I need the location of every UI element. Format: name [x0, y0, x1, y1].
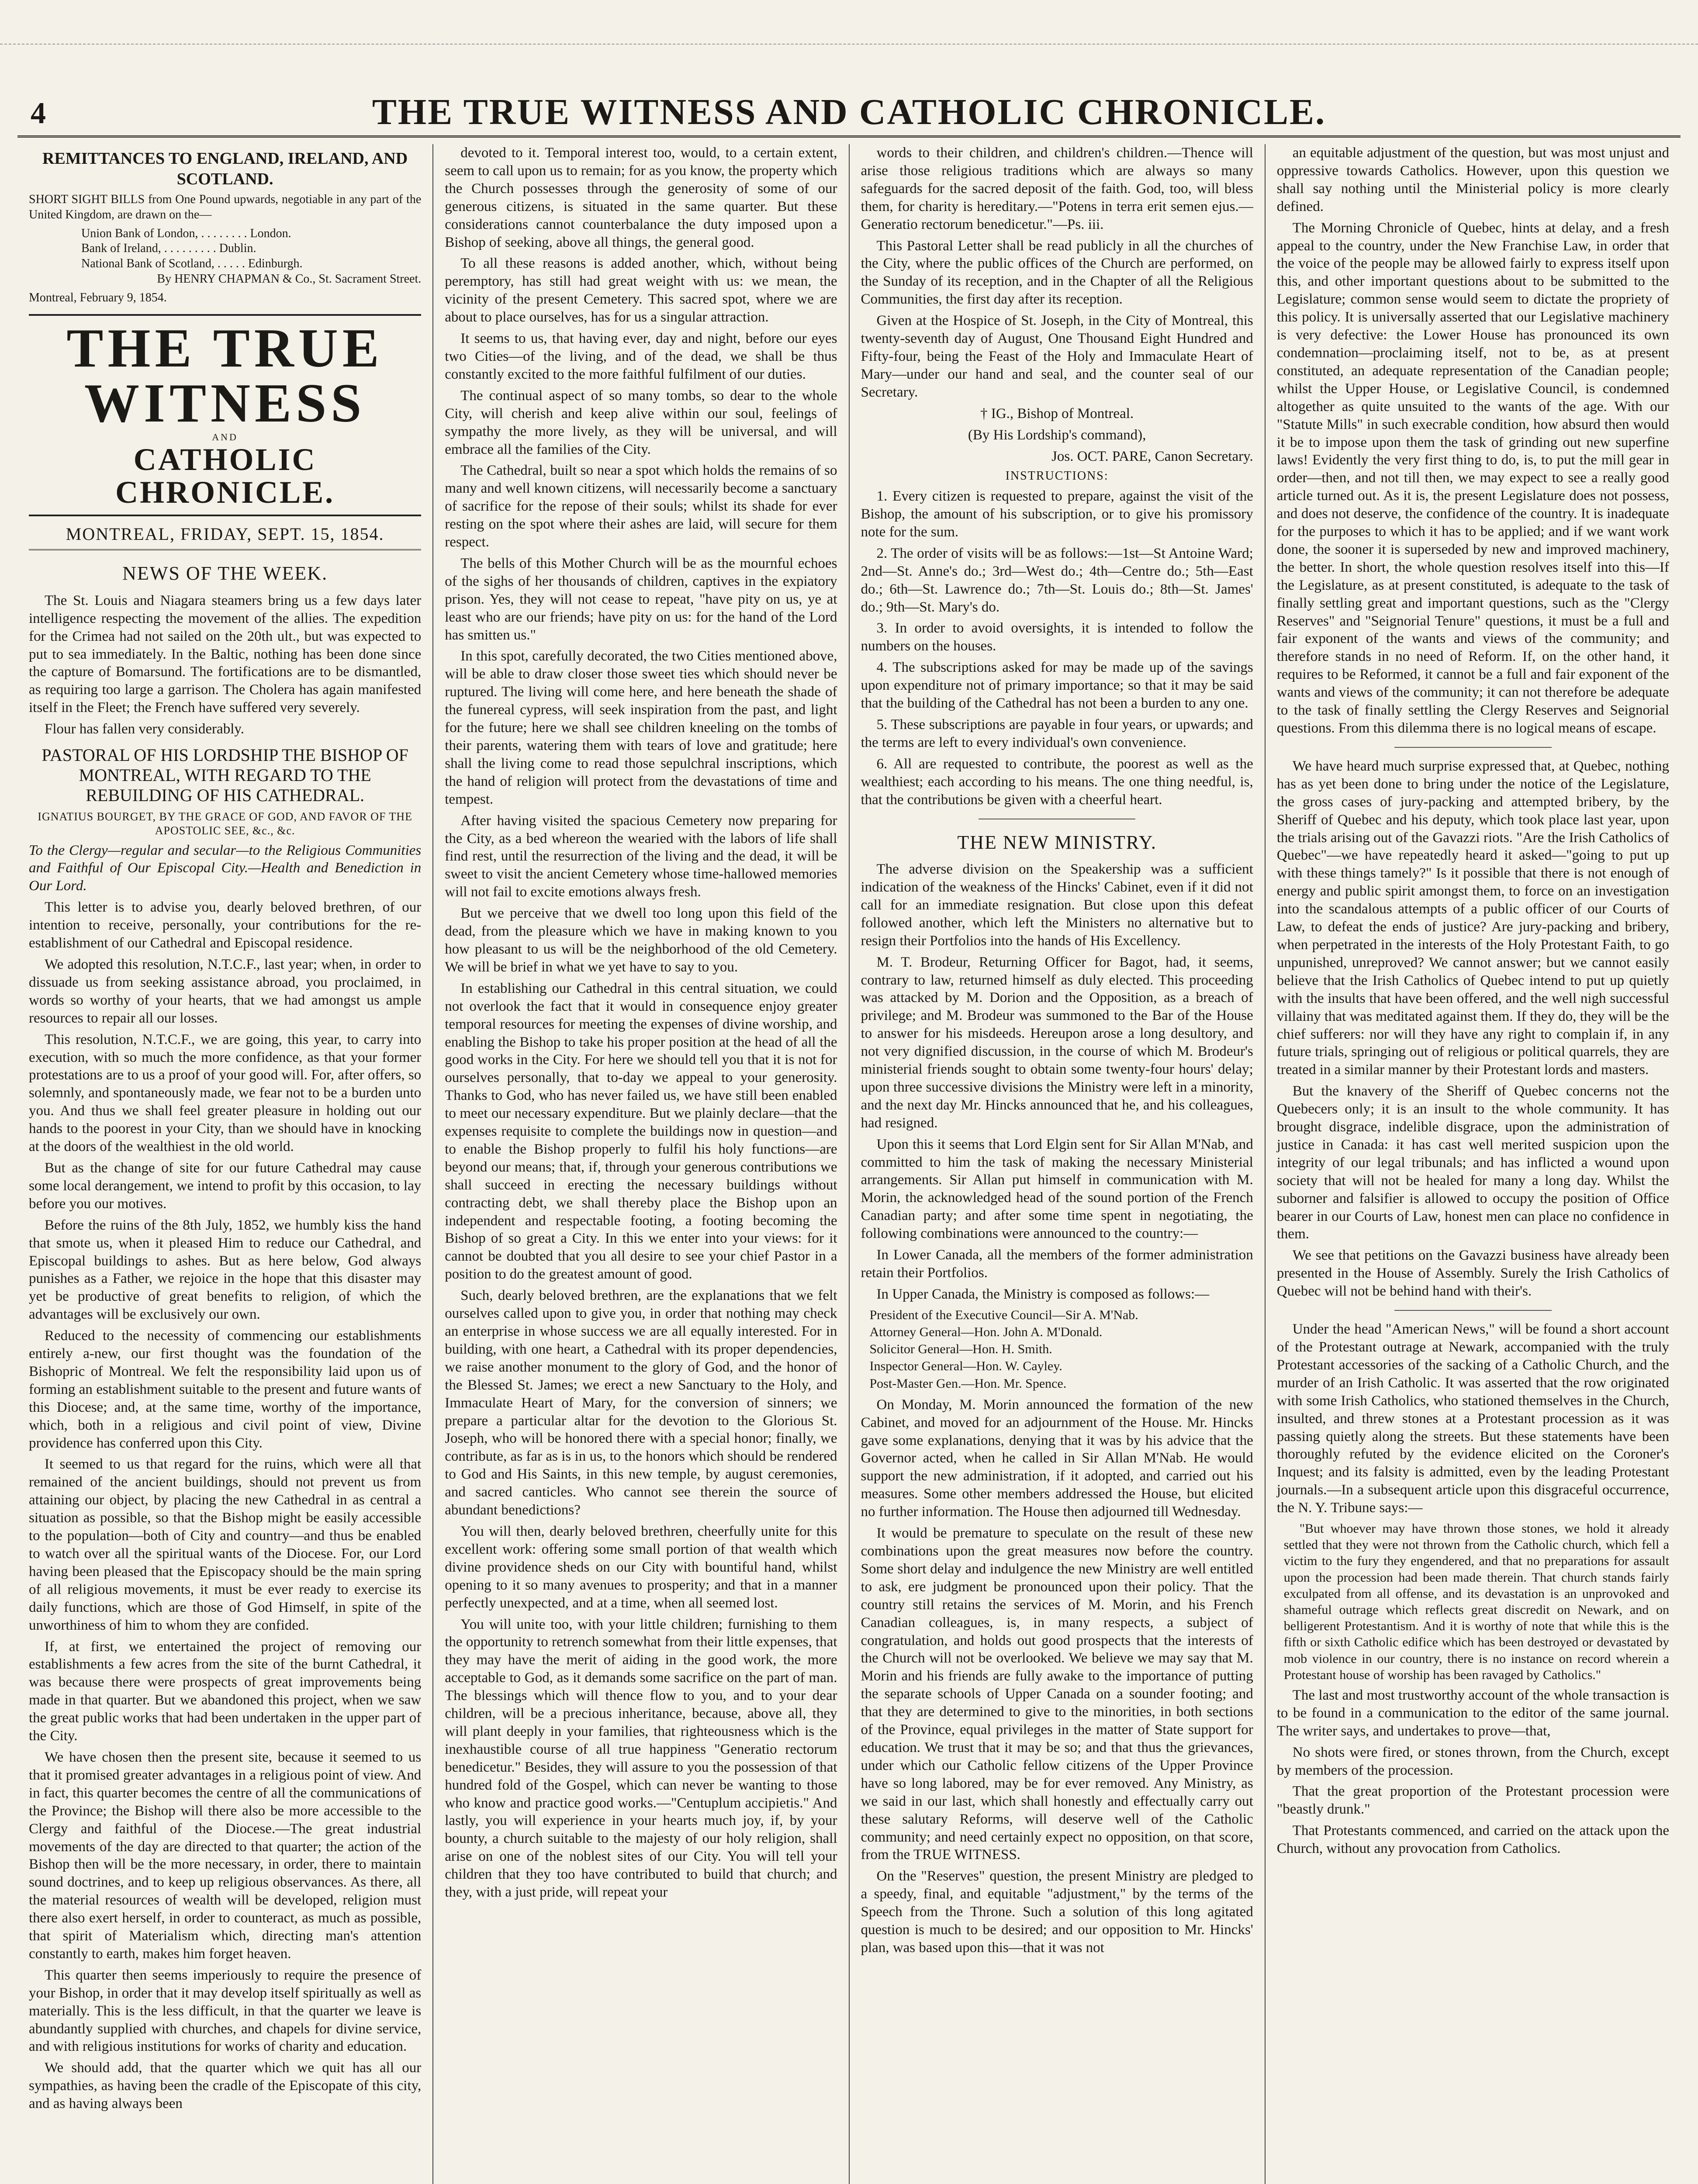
news-heading: NEWS OF THE WEEK. [122, 563, 328, 584]
pastoral-address: To the Clergy—regular and secular—to the Religious Communities and Faithful of Our Episcopal City.—Health and Benediction in Our Lord. [29, 842, 422, 894]
editorial-paragraph: But the knavery of the Sheriff of Quebec concerns not the Quebecers only; it is an insult to the whole community. It has brought disgrace, indelible disgrace, upon the administration of justice in Canada: it has cast well merited suspicion upon the integrity of our legal tribunals; and has inflicted a wound upon society that will not be healed for many a long day. Whilst the suborner and falsifier is allowed to occupy the position of Office bearer in our Courts of Law, honest men can place no confidence in them. [1276, 1083, 1669, 1242]
page-edge-rule [0, 44, 1698, 45]
pastoral-paragraph: You will then, dearly beloved brethren, cheerfully unite for this excellent work: offering some small portion of that wealth which divine providence sheds on our City with bountiful hand, whilst opening to it so many avenues to prosperity; and that in a manner perfectly unexpected, and at a time, when all seemed lost. [445, 1523, 837, 1611]
editorial-paragraph: an equitable adjustment of the question, but was most unjust and oppressive towards Catholics. However, upon this question we shall say nothing until the Ministerial policy is more clearly defined. [1276, 145, 1669, 214]
ministry-list-item: Post-Master Gen.—Hon. Mr. Spence. [869, 1376, 1067, 1391]
dateline: MONTREAL, FRIDAY, SEPT. 15, 1854. [29, 521, 421, 551]
ministry-list-item: Solicitor General—Hon. H. Smith. [869, 1342, 1052, 1357]
pastoral-paragraph: Before the ruins of the 8th July, 1852, we humbly kiss the hand that smote us, when it pleased Him to reduce our Cathedral, and Episcopal buildings to ashes. But as here below, God always punishes as a Father, we rejoice in the hope that this disaster may yet be productive of great benefits to religion, of which the advantages will be exclusively our own. [29, 1217, 422, 1323]
editorial-paragraph: We have heard much surprise expressed that, at Quebec, nothing has as yet been done to bring under the notice of the Legislature, the gross cases of jury-packing and attempted bribery, by the Sheriff of Quebec and his deputy, which took place last year, upon the trials arising out of the Gavazzi riots. "Are the Irish Catholics of Quebec"—we have repeatedly heard it asked—"going to put up with these things tamely?" Is it possible that there is not enough of energy and public spirit amongst them, to force on an investigation into the scandalous attempts of a public officer of our Courts of Law, to defeat the ends of justice? Are jury-packing and bribery, when perpetrated in the interests of the Holy Protestant Faith, to go unpunished, unreproved? We cannot answer; but we cannot easily believe that the Irish Catholics of Quebec intend to put up quietly with the insults that have been offered, and the well nigh successful villainy that was meditated against them. If they do, they will be the chief sufferers: nor will they have any right to complain if, in any future trials, springing out of religious or political quarrels, they are treated in a similar manner by their Protestant lords and masters. [1276, 758, 1669, 1078]
pastoral-paragraph: words to their children, and children's children.—Thence will arise those religious traditions which are always so many safeguards for the sacred deposit of the faith. God, too, will bless them, for charity is hereditary.—"Potens in terra erit semen ejus.—Generatio rectorum benedicetur."—Ps. iii. [861, 145, 1253, 232]
column-4 [1266, 144, 1681, 2184]
section-divider [1394, 747, 1551, 748]
ministry-list [870, 1307, 1253, 1392]
page-number: 4 [31, 97, 46, 130]
pastoral-paragraph: The continual aspect of so many tombs, so dear to the whole City, will cherish and keep alive within our soul, feelings of sympathy the more lively, as they will be universal, and will embrace all the families of the City. [445, 387, 837, 457]
pastoral-paragraph: This quarter then seems imperiously to require the presence of your Bishop, in order that it may develop itself spiritually as well as materially. This is the less difficult, in that the quarter we leave is abundantly supplied with churches, and chapels for divine service, and with religious institutions for works of charity and education. [29, 1967, 422, 2055]
news-paragraph: Flour has fallen very considerably. [45, 721, 244, 737]
ministry-list-item: Inspector General—Hon. W. Cayley. [869, 1359, 1062, 1374]
instruction-item: 5. These subscriptions are payable in four years, or upwards; and the terms are left to every individual's own convenience. [861, 717, 1253, 750]
masthead-subtitle: CATHOLIC CHRONICLE. [115, 442, 335, 510]
ministry-heading: THE NEW MINISTRY. [957, 831, 1157, 853]
ministry-paragraph: On Monday, M. Morin announced the formation of the new Cabinet, and moved for an adjournment of the House. Mr. Hincks gave some explanations, denying that it was by his advice that the Governor acted, when he called in Sir Allan M'Nab. He would support the new administration, if it adopted, and carried out his measures. Some other members addressed the House, but elicited no further information. The House then adjourned till Wednesday. [861, 1396, 1253, 1520]
remittances-heading: REMITTANCES TO ENGLAND, IRELAND, AND SCOTLAND. [42, 149, 408, 189]
pastoral-paragraph: devoted to it. Temporal interest too, would, to a certain extent, seem to call upon us to remain; for as you know, the property which the Church possesses through the generosity of some of our generous citizens, is situated in the same quarter. But these considerations cannot counterbalance the duty imposed upon a Bishop of seeking, above all things, the general good. [445, 145, 837, 250]
ministry-paragraph: It would be premature to speculate on the result of these new combinations upon the great measures now before the country. Some short delay and indulgence the new Ministry are well entitled to ask, ere judgment be pronounced upon their policy. That the country still retains the services of M. Morin, and his French Canadian colleagues, is, in many respects, a subject of congratulation, and holds out good prospects that the interests of the Church will not be overlooked. We believe we may say that M. Morin and his friends are fully awake to the importance of putting the separate schools of Upper Canada on a sounder footing; and that they are determined to give to the minorities, in both sections of the Province, equal privileges in the matter of State support for education. We trust that it may be so; and that thus the grievances, under which our Catholic fellow citizens of the Upper Province have so long labored, may be for ever removed. Any Ministry, as we said in our last, which shall honestly and effectually carry out these salutary Reforms, will deserve well of the Catholic community; and need certainly expect no opposition, on that score, from the TRUE WITNESS. [861, 1525, 1253, 1863]
bank-item: Bank of Ireland, . . . . . . . . . Dublin. [81, 242, 256, 256]
editorial-paragraph: The last and most trustworthy account of the whole transaction is to be found in a communication to the editor of the same journal. The writer says, and undertakes to prove—that, [1276, 1687, 1669, 1739]
pastoral-paragraph: After having visited the spacious Cemetery now preparing for the City, as a bed whereon the wearied with the labors of life shall find rest, until the resurrection of the living and the dead, it will be sweet to visit the ancient Cemetery whose time-hallowed memories will not fail to excite emotions always fresh. [445, 812, 837, 900]
pastoral-signature: † IG., Bishop of Montreal. [980, 405, 1134, 422]
remittances-intro: SHORT SIGHT BILLS from One Pound upwards, negotiable in any part of the United Kingdom, are drawn on the— [29, 193, 422, 221]
pastoral-paragraph: It seems to us, that having ever, day and night, before our eyes two Cities—of the living, and of the dead, we shall be thus constantly excited to the more faithful fulfilment of our duties. [445, 331, 837, 382]
columns [17, 144, 1681, 2184]
running-title: THE TRUE WITNESS AND CATHOLIC CHRONICLE. [372, 92, 1326, 132]
pastoral-paragraph: It seemed to us that regard for the ruins, which were all that remained of the ancient buildings, should not prevent us from attaining our object, by placing the new Cathedral in as central a situation as possible, so that the Bishop might be easily accessible to the population—both of City and country—and thus be enabled to watch over all the spiritual wants of the Diocese. For, our Lord having been pleased that the Episcopacy should be the main spring of all religious movements, it must be ever ready to exercise its daily functions, which are those of God Himself, in spite of the unworthiness of him to whom they are confided. [29, 1456, 422, 1633]
section-divider [1394, 1310, 1551, 1311]
news-paragraph: The St. Louis and Niagara steamers bring us a few days later intelligence respecting the movement of the allies. The expedition for the Crimea had not sailed on the 20th ult., but was expected to put to sea immediately. In the Baltic, nothing has been done since the capture of Bomarsund. The fortifications are to be dismantled, as requiring too large a garrison. The Cholera has again manifested itself in the Fleet; the French have suffered very severely. [29, 592, 422, 716]
remittances-by: By HENRY CHAPMAN & Co., St. Sacrament Street. [157, 272, 422, 286]
pastoral-paragraph: This letter is to advise you, dearly beloved brethren, of our intention to receive, personally, your contributions for the re-establishment of our Cathedral and Episcopal residence. [29, 899, 422, 951]
pastoral-command: (By His Lordship's command), [968, 427, 1146, 443]
column-2 [433, 144, 849, 2184]
ministry-list-item: Attorney General—Hon. John A. M'Donald. [869, 1325, 1103, 1340]
instruction-item: 3. In order to avoid oversights, it is intended to follow the numbers on the houses. [861, 620, 1253, 654]
editorial-paragraph: Under the head "American News," will be found a short account of the Protestant outrage at Newark, accompanied with the truly Protestant accessories of the sacking of a Catholic Church, and the murder of an Irish Catholic. It was asserted that the row originated with some Irish Catholics, who stationed themselves in the Church, insulted, and threw stones at a Protestant procession as it was passing quietly along the streets. But these statements have been thoroughly refuted by the evidence elicited on the Coroner's Inquest; and its falsity is admitted, even by the leading Protestant journals.—In a subsequent article upon this disgraceful occurrence, the N. Y. Tribune says:— [1276, 1321, 1669, 1516]
editorial-paragraph: We see that petitions on the Gavazzi business have already been presented in the House of Assembly. Surely the Irish Catholics of Quebec will not be behind hand with their's. [1276, 1248, 1669, 1299]
column-1 [17, 144, 433, 2184]
ministry-paragraph: Upon this it seems that Lord Elgin sent for Sir Allan M'Nab, and committed to him the task of making the necessary Ministerial arrangements. Sir Allan put himself in communication with M. Morin, the acknowledged head of the sound portion of the French Canadian party; and after some time spent in negotiating, the following combinations were announced to the country:— [861, 1136, 1253, 1242]
column-3 [850, 144, 1266, 2184]
pastoral-byline: IGNATIUS BOURGET, BY THE GRACE OF GOD, AND FAVOR OF THE APOSTOLIC SEE, &c., &c. [38, 810, 412, 837]
pastoral-paragraph: But we perceive that we dwell too long upon this field of the dead, from the pleasure which we have in making known to you how pleasant to us will be the neighborhood of the old Cemetery. We will be brief in what we yet have to say to you. [445, 905, 837, 975]
pastoral-paragraph: The bells of this Mother Church will be as the mournful echoes of the sighs of her thousands of children, captives in the expiatory prison. Yes, they will not cease to repeat, "have pity on us, ye at least who are our friends; have pity on us: for the hand of the Lord has smitten us." [445, 555, 837, 643]
instruction-item: 6. All are requested to contribute, the poorest as well as the wealthiest; each according to his means. The one thing needful, is, that the contributions be given with a cheerful heart. [861, 756, 1253, 808]
pastoral-paragraph: To all these reasons is added another, which, without being peremptory, has still had great weight with us: we mean, the vicinity of the present Cemetery. This sacred spot, where we are about to place ourselves, has for us a singular attraction. [445, 256, 837, 325]
pastoral-paragraph: Given at the Hospice of St. Joseph, in the City of Montreal, this twenty-seventh day of August, One Thousand Eight Hundred and Fifty-four, being the Feast of the Holy and Immaculate Heart of Mary—under our hand and seal, and the counter seal of our Secretary. [861, 313, 1253, 400]
ministry-paragraph: In Lower Canada, all the members of the former administration retain their Portfolios. [861, 1247, 1253, 1281]
pastoral-paragraph: The Cathedral, built so near a spot which holds the remains of so many and well known citizens, will necessarily become a sanctuary of sacrifice for the repose of their souls; whilst its shade for ever resting on the spot where their ashes are laid, will secure for them respect. [445, 463, 837, 550]
bank-item: National Bank of Scotland, . . . . . Edinburgh. [81, 257, 303, 271]
pastoral-paragraph: But as the change of site for our future Cathedral may cause some local derangement, we intend to profit by this occasion, to lay before you our motives. [29, 1160, 422, 1212]
pastoral-paragraph: You will unite too, with your little children; furnishing to them the opportunity to retrench somewhat from their little expenses, that they may have the merit of aiding in the good work, the more acceptable to God, as it demands some sacrifice on the part of man. The blessings which will thence flow to you, and to your dear children, will be a precious inheritance, because, above all, they will plant deeply in your families, that righteousness which is the inexhaustible course of all true happiness "Generatio rectorum benedicetur." Besides, they will assure to you the possession of that hundred fold of the Gospel, which can never be wanting to those who know and practice good works.—"Centuplum accipietis." And lastly, you will experience in your hearts much joy, if, by your bounty, a church suitable to the majesty of our holy religion, shall arise on one of the noblest sites of our City. You will tell your children that they too have contributed to build that church; and they, with a just pride, will repeat your [445, 1616, 837, 1901]
editorial-paragraph: That Protestants commenced, and carried on the attack upon the Church, without any provocation from Catholics. [1276, 1823, 1669, 1857]
quoted-passage: "But whoever may have thrown those stones, we hold it already settled that they were not thrown from the Catholic church, which fell a victim to the fury they engendered, and that no preparations for assault upon the procession had been made therein. That church stands fairly exculpated from all offense, and its devastation is an unprovoked and shameful outrage which reflects great discredit on Newark, and on belligerent Protestantism. And it is worthy of note that while this is the fifth or sixth Catholic edifice which has been destroyed or devastated by mob violence in our country, there is no instance on record wherein a Protestant house of worship has been ravaged by Catholics." [1283, 1521, 1669, 1682]
instruction-item: 1. Every citizen is requested to prepare, against the visit of the Bishop, the amount of his subscription, or to give his promissory note for the sum. [861, 488, 1253, 540]
pastoral-paragraph: This Pastoral Letter shall be read publicly in all the churches of the City, where the public offices of the Church are performed, on the Sunday of its reception, and in the Chapter of all the Religious Communities, the first day after its reception. [861, 238, 1253, 308]
pastoral-heading: PASTORAL OF HIS LORDSHIP THE BISHOP OF MONTREAL, WITH REGARD TO THE REBUILDING OF HIS CATHEDRAL. [41, 745, 408, 805]
masthead [29, 314, 421, 516]
masthead-and: AND [212, 432, 238, 443]
pastoral-paragraph: We adopted this resolution, N.T.C.F., last year; when, in order to dissuade us from seeking assistance abroad, you proclaimed, in words so worthy of your hearts, that we had amongst us ample resources to repair all our losses. [29, 957, 422, 1026]
ministry-paragraph: In Upper Canada, the Ministry is composed as follows:— [876, 1286, 1210, 1302]
editorial-paragraph: That the great proportion of the Protestant procession were "beastly drunk." [1276, 1783, 1669, 1818]
remittances-notice [29, 149, 421, 305]
ministry-list-item: President of the Executive Council—Sir A. M'Nab. [869, 1307, 1138, 1322]
masthead-title: THE TRUE WITNESS [66, 318, 384, 434]
remittances-date: Montreal, February 9, 1854. [29, 290, 167, 304]
bank-item: Union Bank of London, . . . . . . . . London. [81, 226, 291, 240]
pastoral-paragraph: Such, dearly beloved brethren, are the explanations that we felt ourselves called upon to give you, in order that nothing may check an enterprise in whose success we are all equally interested. For in building, with one heart, a Cathedral with its proper dependencies, we raise another monument to the glory of God, and the honor of the Blessed St. James; we erect a new Sanctuary to the Holy, and Immaculate Heart of Mary, for the conversion of sinners; we prepare a particular altar for the devotion to the Glorious St. Joseph, who will be honored there with a special honor; finally, we contribute, as far as is in us, to the honors which should be rendered to God and His Saints, in this new temple, by august ceremonies, and sacred canticles. Who cannot see therein the source of abundant benedictions? [445, 1288, 837, 1518]
editorial-paragraph: The Morning Chronicle of Quebec, hints at delay, and a fresh appeal to the country, under the New Franchise Law, in order that the voice of the people may be allowed fairly to express itself upon this, and other important questions about to be submitted to the Legislature; common sense would seem to dictate the propriety of this policy. It is universally asserted that our Legislative machinery is very defective: the Lower House has pronounced its own condemnation—proclaiming itself, not to be, as at present constituted, an adequate representation of the Canadian people; whilst the Upper House, or Legislative Council, is condemned altogether as quite unsuited to the wants of the age. With our "Statute Mills" in such execrable condition, how absurd then would it be to impose upon them the task of grinding out new superfine laws! Evidently the very first thing to do, is, to put the mill gear in order—then, and not till then, we may expect to see a really good article turned out. As it is, the present Legislature does not possess, and does not deserve, the confidence of the country. It is inadequate for the purposes to which it has to be applied; and if we want work done, the sooner it is superseded by new and improved machinery, the better. In short, the whole question resolves itself into this—If the Legislature, as at present constituted, is adequate to the task of finally settling great and important questions, such as the "Clergy Reserves" and "Seignorial Tenure" questions, it must be a full and fair exponent of the wants and views of the community; and therefore stands in no need of Reform. If, on the other hand, it requires to be Reformed, it cannot be a full and fair exponent of the wants and views of the community; it can not therefore be adequate to the task of finally settling the Clergy Reserves and Seignorial questions. From this dilemma there is no logical means of escape. [1276, 220, 1669, 736]
pastoral-secretary: Jos. OCT. PARE, Canon Secretary. [1051, 448, 1253, 464]
pastoral-paragraph: If, at first, we entertained the project of removing our establishments a few acres from the site of the burnt Cathedral, it was because there were prospects of great improvements being made in that quarter. But we abandoned this project, when we saw the great public works that had been undertaken in the upper part of the City. [29, 1638, 422, 1744]
bank-list [29, 226, 421, 272]
pastoral-paragraph: We should add, that the quarter which we quit has all our sympathies, as having been the cradle of the Episcopate of this city, and as having always been [29, 2060, 422, 2112]
page-header [17, 87, 1681, 138]
pastoral-paragraph: We have chosen then the present site, because it seemed to us that it promised greater advantages in a religious point of view. And in fact, this quarter becomes the centre of all the communications of the Province; the Bishop will there also be more accessible to the Clergy and faithful of the Diocese.—The great industrial movements of the day are directed to that quarter; the action of the Bishop then will be the more necessary, in order, there to maintain sound doctrines, and to keep up religious observances. As there, all the material resources of wealth will be developed, religion must there also exert herself, in order to counteract, as much as possible, that spirit of Materialism which, directing man's attention constantly to earth, makes him forget heaven. [29, 1749, 422, 1962]
instruction-item: 2. The order of visits will be as follows:—1st—St Antoine Ward; 2nd—St. Anne's do.; 3rd—West do.; 4th—Centre do.; 5th—East do.; 6th—St. Lawrence do.; 7th—St. Louis do.; 8th—St. James' do.; 9th—St. Mary's do. [861, 545, 1253, 615]
pastoral-paragraph: In this spot, carefully decorated, the two Cities mentioned above, will be able to draw closer those sweet ties which should never be ruptured. The living will come here, and here beneath the shade of the funereal cypress, will seek inspiration from the past, and light for the future; here we shall see children kneeling on the tombs of their parents, watering them with tears of love and gratitude; here shall the living come to read those sepulchral inscriptions, which the hand of religion will protect from the devastations of time and tempest. [445, 648, 837, 807]
ministry-paragraph: On the "Reserves" question, the present Ministry are pledged to a speedy, final, and equitable "adjustment," by the terms of the Speech from the Throne. Such a solution of this long agitated question is much to be desired; and our opposition to Mr. Hincks' plan, was based upon this—that it was not [861, 1868, 1253, 1956]
ministry-paragraph: The adverse division on the Speakership was a sufficient indication of the weakness of the Hincks' Cabinet, even if it did not call for an immediate resignation. But close upon this defeat followed another, which left the Ministers no alternative but to resign their Portfolios into the hands of His Excellency. [861, 861, 1253, 949]
pastoral-paragraph: This resolution, N.T.C.F., we are going, this year, to carry into execution, with so much the more confidence, as that your former protestations are to us a proof of your good will. For, after offers, so solemnly, and spontaneously made, we fear not to be a burden unto you. And thus we shall feel greater pleasure in holding out our hands to the poorest in your City, than we should have in knocking at the doors of the wealthiest in the old world. [29, 1031, 422, 1155]
pastoral-paragraph: Reduced to the necessity of commencing our establishments entirely a-new, our first thought was the foundation of the Bishopric of Montreal. We felt the responsibility laid upon us of forming an establishment suitable to the present and future wants of this Diocese; and, at the same time, worthy of the importance, which, both in a religious and civil point of view, Divine providence has conferred upon this City. [29, 1328, 422, 1451]
editorial-paragraph: No shots were fired, or stones thrown, from the Church, except by members of the procession. [1276, 1744, 1669, 1778]
instruction-item: 4. The subscriptions asked for may be made up of the savings upon expenditure not of primary importance; so that it may be said that the building of the Cathedral has not been a burden to any one. [861, 660, 1253, 712]
pastoral-paragraph: In establishing our Cathedral in this central situation, we could not overlook the fact that it would in consequence enjoy greater temporal resources for meeting the expenses of divine worship, and enabling the Bishop to take his proper position at the head of all the good works in the City. For here we should tell you that it is not for ourselves personally, that to-day we appeal to your generosity. Thanks to God, who has never failed us, we have still been enabled to meet our necessary expenditure. But we plainly declare—that the expenses requisite to complete the buildings now in question—and to enable the Bishop properly to fulfil his holy functions—are beyond our means; that, if, through your generous contributions we shall succeed in erecting the necessary buildings without contracting debt, we shall thereby place the Bishop upon an independent and respectable footing, a footing becoming the Bishop of so great a City. In this we enter into your views: for it cannot be doubted that you all desire to see your chief Pastor in a position to do the greatest amount of good. [445, 980, 837, 1282]
ministry-paragraph: M. T. Brodeur, Returning Officer for Bagot, had, it seems, contrary to law, returned himself as duly elected. This proceeding was attacked by M. Dorion and the Opposition, as a breach of privilege; and M. Brodeur was summoned to the Bar of the House to answer for his misdeeds. Hereupon arose a long desultory, and not very dignified discussion, in the course of which M. Brodeur's ministerial friends sought to obtain some twenty-four hours' delay; upon three successive divisions the Ministry were left in a minority, and the next day Mr. Hincks announced that he, and his colleagues, had resigned. [861, 954, 1253, 1131]
instructions-heading: INSTRUCTIONS: [1005, 469, 1109, 483]
